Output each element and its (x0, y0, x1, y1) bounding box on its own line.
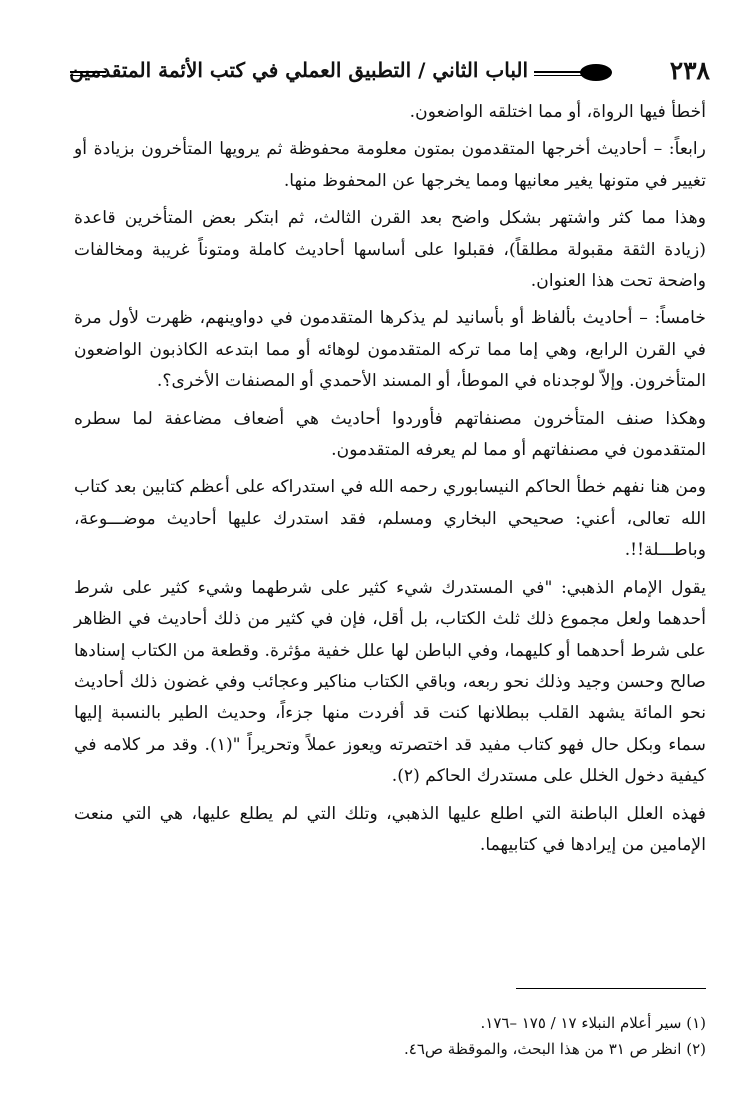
footnotes (66, 1010, 706, 1062)
chapter-title: الباب الثاني / التطبيق العملي في كتب الأئمة المتقدمين (69, 58, 528, 82)
page-number: ٢٣٨ (669, 56, 710, 85)
paragraph: فهذه العلل الباطنة التي اطلع عليها الذهبي، وتلك التي لم يطلع عليها، هي التي منعت الإمامين من إيرادها في كتابيهما. (74, 803, 706, 855)
paragraph: وهذا مما كثر واشتهر بشكل واضح بعد القرن الثالث، ثم ابتكر بعض المتأخرين قاعدة (زيادة الثقة مقبولة مطلقاً)، فقبلوا على أساسها أحاديث كاملة ومتوناً غريبة ومخالفات واضحة تحت هذا العنوان. (74, 208, 706, 292)
paragraph: يقول الإمام الذهبي: "في المستدرك شيء كثير على شرطهما وشيء كثير على شرط أحدهما ولعل مجموع ذلك ثلث الكتاب، بل أقل، فإن في كثير من ذلك أحاديث في الظاهر على شرط أحدهما أو كليهما، وفي الباطن لها علل خفية مؤثرة. وقطعة من الكتاب إسنادها صالح وحسن وجيد وذلك نحو ربعه، وباقي الكتاب مناكير وعجائب وفي غضون ذلك أحاديث نحو المائة يشهد القلب ببطلانها كنت قد أفردت منها جزءاً، وحديث الطير بالنسبة إليها سماء وبكل حال فهو كتاب مفيد قد اختصرته ويعوز عملاً وتحريراً "(١). وقد مر كلامه في كيفية دخول الخلل على مستدرك الحاكم (٢). (74, 577, 706, 787)
paragraph: وهكذا صنف المتأخرون مصنفاتهم فأوردوا أحاديث هي أضعاف مضاعفة لما سطره المتقدمون في مصنفاتهم أو مما لم يعرفه المتقدمون. (74, 408, 706, 461)
header-rule-right (534, 71, 584, 76)
paragraph: رابعاً: – أحاديث أخرجها المتقدمون بمتون معلومة محفوظة ثم يرويها المتأخرون بزيادة أو تغيير في متونها يغير معانيها ومما يخرجها عن المحفوظ منها. (74, 139, 706, 191)
header-ornament-dot (580, 64, 612, 81)
footnote: (٢) انظر ص ٣١ من هذا البحث، والموقظة ص٤٦. (404, 1040, 706, 1058)
paragraph: أخطأ فيها الرواة، أو مما اختلقه الواضعون. (409, 102, 706, 122)
header-rule-left (70, 71, 106, 76)
footnote-separator (516, 988, 706, 989)
footnote: (١) سير أعلام النبلاء ١٧ / ١٧٥ –١٧٦. (480, 1014, 706, 1032)
paragraph: ومن هنا نفهم خطأ الحاكم النيسابوري رحمه الله في استدراكه على أعظم كتابين بعد كتاب الله تعالى، أعني: صحيحي البخاري ومسلم، فقد استدرك عليها أحاديث موضـــوعة، وباطـــلة!!. (74, 477, 706, 561)
paragraph: خامساً: – أحاديث بألفاظ أو بأسانيد لم يذكرها المتقدمون في دواوينهم، ظهرت لأول مرة في القرن الرابع، وهي إما مما تركه المتقدمون لوهائه أو مما ابتدعه الكاذبون الواضعون المتأخرون. وإلاّ لوجدناه في الموطأ، أو المسند الأحمدي أو المصنفات الأخرى؟. (74, 308, 706, 392)
running-header (70, 50, 710, 90)
body-text (74, 97, 706, 867)
